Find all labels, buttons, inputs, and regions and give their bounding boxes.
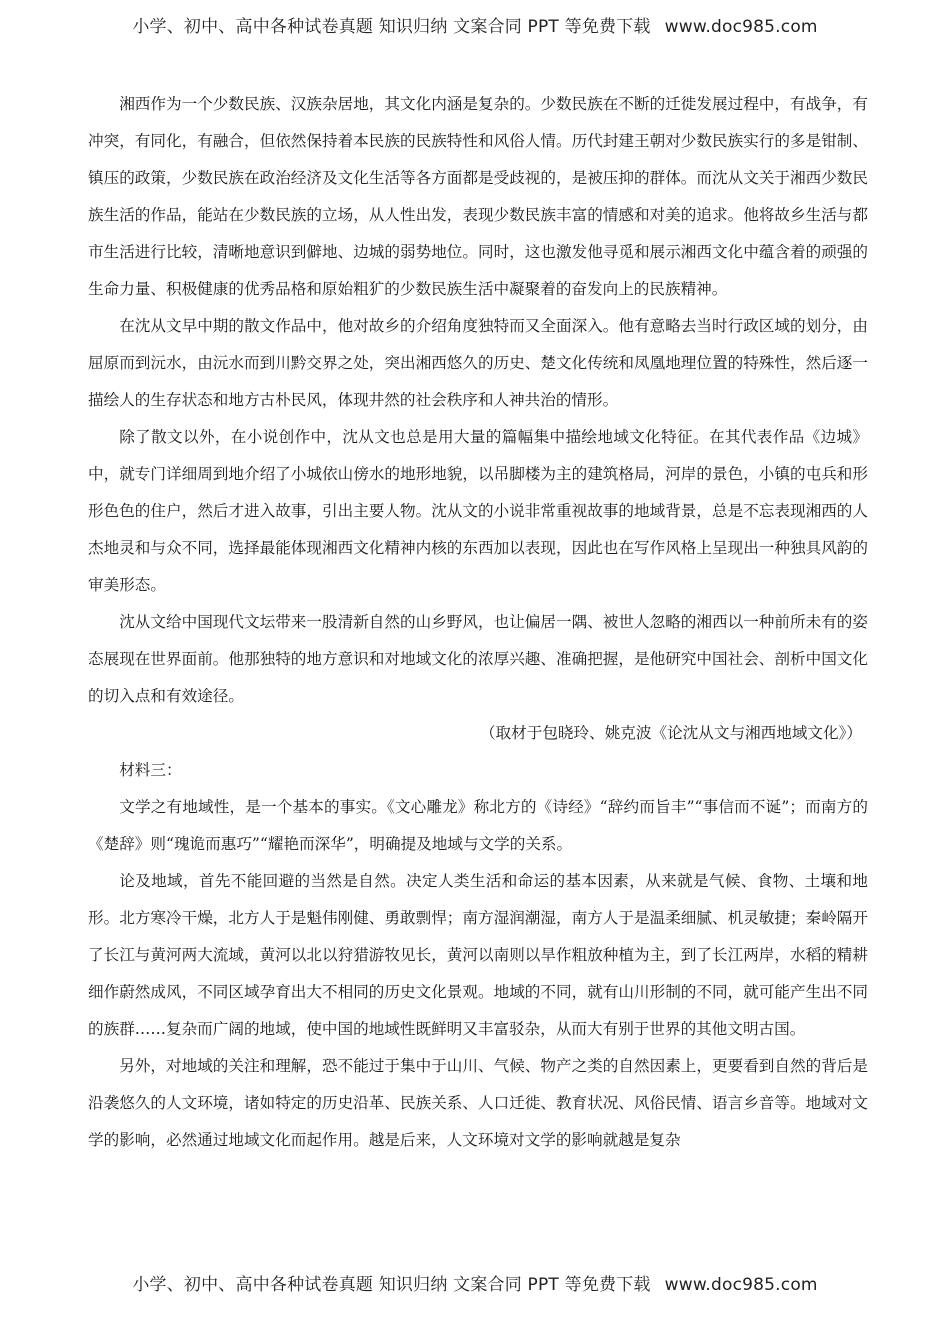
material-label: 材料三： [119,761,182,779]
paragraph: 在沈从文早中期的散文作品中，他对故乡的介绍角度独特而又全面深入。他有意略去当时行政区域的划分，由屈原而到沅水，由沅水而到川黔交界之处，突出湘西悠久的历史、楚文化传统和凤凰地理位置的特殊性，然后逐一描绘人的生存状态和地方古朴民风，体现井然的社会秩序和人神共治的情形。 [88,317,868,409]
page-footer [0,1270,950,1295]
source-citation: （取材于包晓玲、姚克波《论沈从文与湘西地域文化》） [479,724,862,742]
page-header [0,12,950,37]
paragraph: 另外，对地域的关注和理解，恐不能过于集中于山川、气候、物产之类的自然因素上，更要看到自然的背后是沿袭悠久的人文环境，诸如特定的历史沿革、民族关系、人口迁徙、教育状况、风俗民情、语言乡音等。地域对文学的影响，必然通过地域文化而起作用。越是后来，人文环境对文学的影响就越是复杂 [88,1057,868,1149]
paragraph: 除了散文以外，在小说创作中，沈从文也总是用大量的篇幅集中描绘地域文化特征。在其代表作品《边城》中，就专门详细周到地介绍了小城依山傍水的地形地貌，以吊脚楼为主的建筑格局，河岸的景色，小镇的屯兵和形形色色的住户，然后才进入故事，引出主要人物。沈从文的小说非常重视故事的地域背景，总是不忘表现湘西的人杰地灵和与众不同，选择最能体现湘西文化精神内核的东西加以表现，因此也在写作风格上呈现出一种独具风韵的审美形态。 [88,428,868,594]
paragraph: 沈从文给中国现代文坛带来一股清新自然的山乡野风，也让偏居一隅、被世人忽略的湘西以一种前所未有的姿态展现在世界面前。他那独特的地方意识和对地域文化的浓厚兴趣、准确把握，是他研究中国社会、剖析中国文化的切入点和有效途径。 [88,613,868,705]
footer-text: 小学、初中、高中各种试卷真题 知识归纳 文案合同 PPT 等免费下载 [132,1275,651,1295]
header-text: 小学、初中、高中各种试卷真题 知识归纳 文案合同 PPT 等免费下载 [132,17,651,37]
document-body [88,86,868,1159]
paragraph: 湘西作为一个少数民族、汉族杂居地，其文化内涵是复杂的。少数民族在不断的迁徙发展过程中，有战争，有冲突，有同化，有融合，但依然保持着本民族的民族特性和风俗人情。历代封建王朝对少数民族实行的多是钳制、镇压的政策，少数民族在政治经济及文化生活等各方面都是受歧视的，是被压抑的群体。而沈从文关于湘西少数民族生活的作品，能站在少数民族的立场，从人性出发，表现少数民族丰富的情感和对美的追求。他将故乡生活与都市生活进行比较，清晰地意识到僻地、边城的弱势地位。同时，这也激发他寻觅和展示湘西文化中蕴含着的顽强的生命力量、积极健康的优秀品格和原始粗犷的少数民族生活中凝聚着的奋发向上的民族精神。 [88,95,868,298]
paragraph: 论及地域，首先不能回避的当然是自然。决定人类生活和命运的基本因素，从来就是气候、食物、土壤和地形。北方寒冷干燥，北方人于是魁伟刚健、勇敢剽悍；南方湿润潮湿，南方人于是温柔细腻、机灵敏捷；秦岭隔开了长江与黄河两大流域，黄河以北以狩猎游牧见长，黄河以南则以旱作粗放种植为主，到了长江两岸，水稻的精耕细作蔚然成风，不同区域孕育出大不相同的历史文化景观。地域的不同，就有山川形制的不同，就可能产生出不同的族群……复杂而广阔的地域，使中国的地域性既鲜明又丰富驳杂，从而大有别于世界的其他文明古国。 [88,872,868,1038]
header-site-link[interactable]: www.doc985.com [664,17,818,37]
footer-site-link[interactable]: www.doc985.com [664,1275,818,1295]
paragraph: 文学之有地域性，是一个基本的事实。《文心雕龙》称北方的《诗经》“辞约而旨丰”“事信而不诞”；而南方的《楚辞》则“瑰诡而惠巧”“耀艳而深华”，明确提及地域与文学的关系。 [88,798,868,853]
